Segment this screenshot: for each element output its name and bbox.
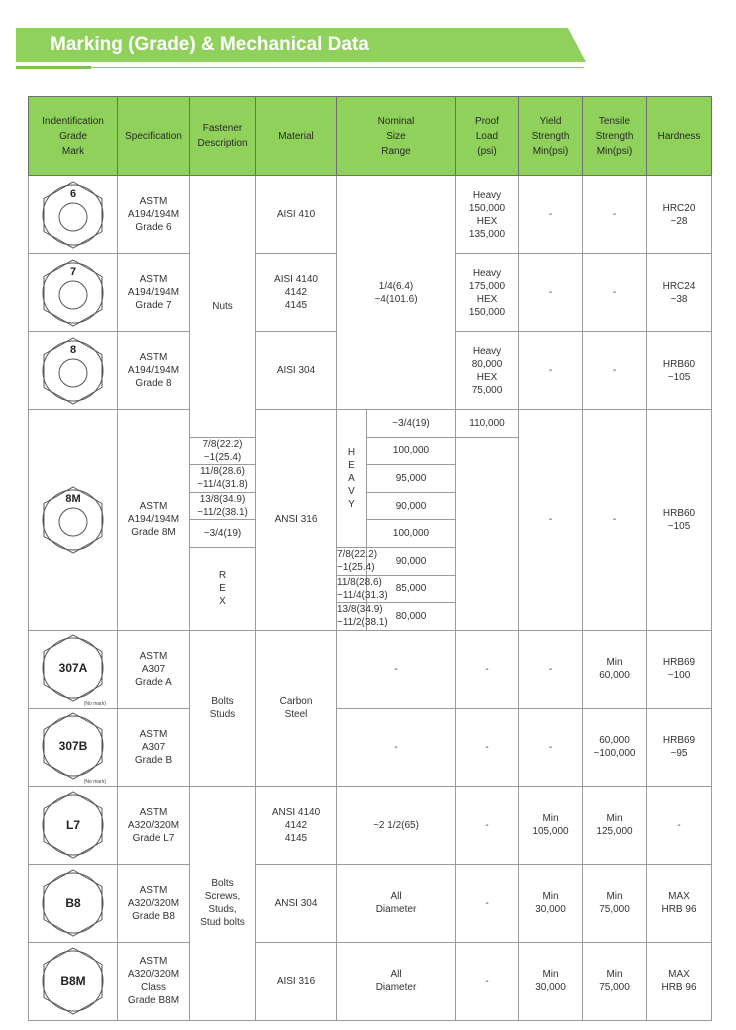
size-range-cell: 7/8(22.2) ~1(25.4) xyxy=(337,549,378,574)
header-fastener: Fastener Description xyxy=(190,97,256,176)
tensile-cell: 60,000 ~100,000 xyxy=(583,708,647,786)
grade-mark-cell xyxy=(29,410,118,631)
yield-cell: Min 30,000 xyxy=(519,864,583,942)
hardness-cell: MAX HRB 96 xyxy=(647,864,712,942)
specification-cell: ASTM A307 Grade B xyxy=(118,708,190,786)
yield-cell: Min 105,000 xyxy=(519,786,583,864)
header-material: Material xyxy=(256,97,337,176)
title-underline-accent xyxy=(16,66,91,69)
svg-text:8: 8 xyxy=(69,343,77,356)
header-proof: Proof Load (psi) xyxy=(456,97,519,176)
grade-mark-cell xyxy=(29,630,118,708)
svg-text:7: 7 xyxy=(69,265,77,278)
yield-cell: - xyxy=(519,630,583,708)
table-row xyxy=(29,786,712,864)
nominal-size-range-nuts: 1/4(6.4) ~4(101.6) xyxy=(337,176,456,410)
proof-load-cell: Heavy 175,000 HEX 150,000 xyxy=(456,254,519,332)
title-underline xyxy=(16,67,584,68)
proof-load-cell: 80,000 xyxy=(367,603,456,631)
grade-mark-cell xyxy=(29,708,118,786)
nominal-size-cell: All Diameter xyxy=(337,864,456,942)
hardness-cell: MAX HRB 96 xyxy=(647,942,712,1020)
specification-cell: ASTM A320/320M Grade B8 xyxy=(118,864,190,942)
specification-cell: ASTM A307 Grade A xyxy=(118,630,190,708)
hex-nut-icon xyxy=(36,335,110,407)
yield-cell: - xyxy=(519,332,583,410)
fastener-description-bolts: Bolts Studs xyxy=(190,630,256,786)
hardness-cell: HRB69 ~100 xyxy=(647,630,712,708)
nominal-size-cell: ~2 1/2(65) xyxy=(337,786,456,864)
proof-load-cell: 85,000 xyxy=(367,575,456,603)
proof-load-cell: Heavy 150,000 HEX 135,000 xyxy=(456,176,519,254)
section-banner xyxy=(16,28,586,62)
tensile-cell: Min 60,000 xyxy=(583,630,647,708)
material-cell: ANSI 316 xyxy=(256,410,337,631)
fastener-description-nuts: Nuts xyxy=(190,176,256,438)
hardness-cell: - xyxy=(647,786,712,864)
proof-load-cell: 100,000 xyxy=(367,520,456,548)
size-range-cell: ~3/4(19) xyxy=(367,410,456,438)
hardness-cell: HRC24 ~38 xyxy=(647,254,712,332)
material-cell: ANSI 304 xyxy=(256,864,337,942)
material-cell: AISI 316 xyxy=(256,942,337,1020)
header-yield: Yield Strength Min(psi) xyxy=(519,97,583,176)
fastener-description-bolts-screws: Bolts Screws, Studs, Stud bolts xyxy=(190,786,256,1020)
svg-text:307A: 307A xyxy=(58,661,88,676)
size-range-cell: 7/8(22.2) ~1(25.4) xyxy=(190,437,256,465)
bolt-head-icon xyxy=(36,867,110,939)
yield-cell: Min 30,000 xyxy=(519,942,583,1020)
table-row xyxy=(29,176,712,254)
bolt-head-icon xyxy=(36,632,110,706)
specification-cell: ASTM A320/320M Class Grade B8M xyxy=(118,942,190,1020)
tensile-cell: Min 75,000 xyxy=(583,864,647,942)
proof-load-cell: - xyxy=(456,864,519,942)
hex-nut-icon xyxy=(36,179,110,251)
nominal-size-cell: All Diameter xyxy=(337,942,456,1020)
bolt-head-icon xyxy=(36,945,110,1017)
table-row xyxy=(29,630,712,708)
size-range-cell: 11/8(28.6) ~11/4(31.8) xyxy=(190,465,256,493)
svg-text:B8: B8 xyxy=(65,896,81,911)
tensile-cell: - xyxy=(583,332,647,410)
specification-cell: ASTM A194/194M Grade 7 xyxy=(118,254,190,332)
hex-nut-icon xyxy=(36,484,110,556)
material-cell: AISI 410 xyxy=(256,176,337,254)
grade-mark-cell xyxy=(29,864,118,942)
tensile-cell: - xyxy=(583,176,647,254)
grade-mark-cell xyxy=(29,254,118,332)
heavy-label: H E A V Y xyxy=(337,410,367,548)
yield-cell: - xyxy=(519,254,583,332)
specification-cell: ASTM A194/194M Grade 6 xyxy=(118,176,190,254)
nominal-size-cell: - xyxy=(337,708,456,786)
table-row xyxy=(29,708,712,786)
page-title: Marking (Grade) & Mechanical Data xyxy=(50,34,369,55)
yield-cell: - xyxy=(519,410,583,631)
svg-text:(No mark): (No mark) xyxy=(83,701,106,707)
grade-mark-cell xyxy=(29,176,118,254)
svg-text:8M: 8M xyxy=(65,492,81,505)
specification-cell: ASTM A320/320M Grade L7 xyxy=(118,786,190,864)
yield-cell: - xyxy=(519,708,583,786)
header-nominal: Nominal Size Range xyxy=(337,97,456,176)
material-cell: Carbon Steel xyxy=(256,630,337,786)
tensile-cell: Min 75,000 xyxy=(583,942,647,1020)
proof-load-cell: - xyxy=(456,708,519,786)
size-range-cell: ~3/4(19) xyxy=(190,520,256,548)
proof-load-cell: - xyxy=(456,786,519,864)
material-cell: AISI 304 xyxy=(256,332,337,410)
header-hardness: Hardness xyxy=(647,97,712,176)
proof-load-cell: - xyxy=(456,942,519,1020)
hex-label: R E X xyxy=(190,547,256,630)
grade-mark-cell xyxy=(29,786,118,864)
svg-text:B8M: B8M xyxy=(60,974,86,989)
tensile-cell: Min 125,000 xyxy=(583,786,647,864)
size-range-cell: 13/8(34.9) ~11/2(38.1) xyxy=(190,492,256,520)
table-header-row xyxy=(29,97,712,176)
table-row xyxy=(29,410,712,438)
yield-cell: - xyxy=(519,176,583,254)
proof-load-cell: - xyxy=(456,630,519,708)
hardness-cell: HRC20 ~28 xyxy=(647,176,712,254)
grade-mark-cell xyxy=(29,942,118,1020)
hardness-cell: HRB60 ~105 xyxy=(647,410,712,631)
svg-text:307B: 307B xyxy=(58,739,88,754)
specification-cell: ASTM A194/194M Grade 8M xyxy=(118,410,190,631)
material-cell: AISI 4140 4142 4145 xyxy=(256,254,337,332)
hardness-cell: HRB69 ~95 xyxy=(647,708,712,786)
size-range-cell: 13/8(34.9) ~11/2(38.1) xyxy=(337,604,388,629)
material-cell: ANSI 4140 4142 4145 xyxy=(256,786,337,864)
header-specification: Specification xyxy=(118,97,190,176)
proof-load-cell: 110,000 xyxy=(456,410,519,438)
hex-nut-icon xyxy=(36,257,110,329)
svg-text:L7: L7 xyxy=(65,818,81,833)
tensile-cell: - xyxy=(583,254,647,332)
header-grade-mark: Indentification Grade Mark xyxy=(29,97,118,176)
svg-text:6: 6 xyxy=(69,187,77,200)
table-row xyxy=(29,942,712,1020)
table-row xyxy=(29,864,712,942)
mechanical-data-table xyxy=(28,96,712,1021)
nominal-size-cell: - xyxy=(337,630,456,708)
svg-text:(No mark): (No mark) xyxy=(83,779,106,785)
proof-load-cell: Heavy 80,000 HEX 75,000 xyxy=(456,332,519,410)
hardness-cell: HRB60 ~105 xyxy=(647,332,712,410)
tensile-cell: - xyxy=(583,410,647,631)
header-tensile: Tensile Strength Min(psi) xyxy=(583,97,647,176)
grade-mark-cell xyxy=(29,332,118,410)
proof-load-cell: 90,000 xyxy=(367,492,456,520)
proof-load-cell: 95,000 xyxy=(367,465,456,493)
proof-load-cell: 100,000 xyxy=(367,437,456,465)
specification-cell: ASTM A194/194M Grade 8 xyxy=(118,332,190,410)
bolt-head-icon xyxy=(36,710,110,784)
bolt-head-icon xyxy=(36,789,110,861)
size-range-cell: 11/8(28.6) ~11/4(31.3) xyxy=(337,576,388,601)
proof-load-cell: 90,000 xyxy=(367,547,456,575)
